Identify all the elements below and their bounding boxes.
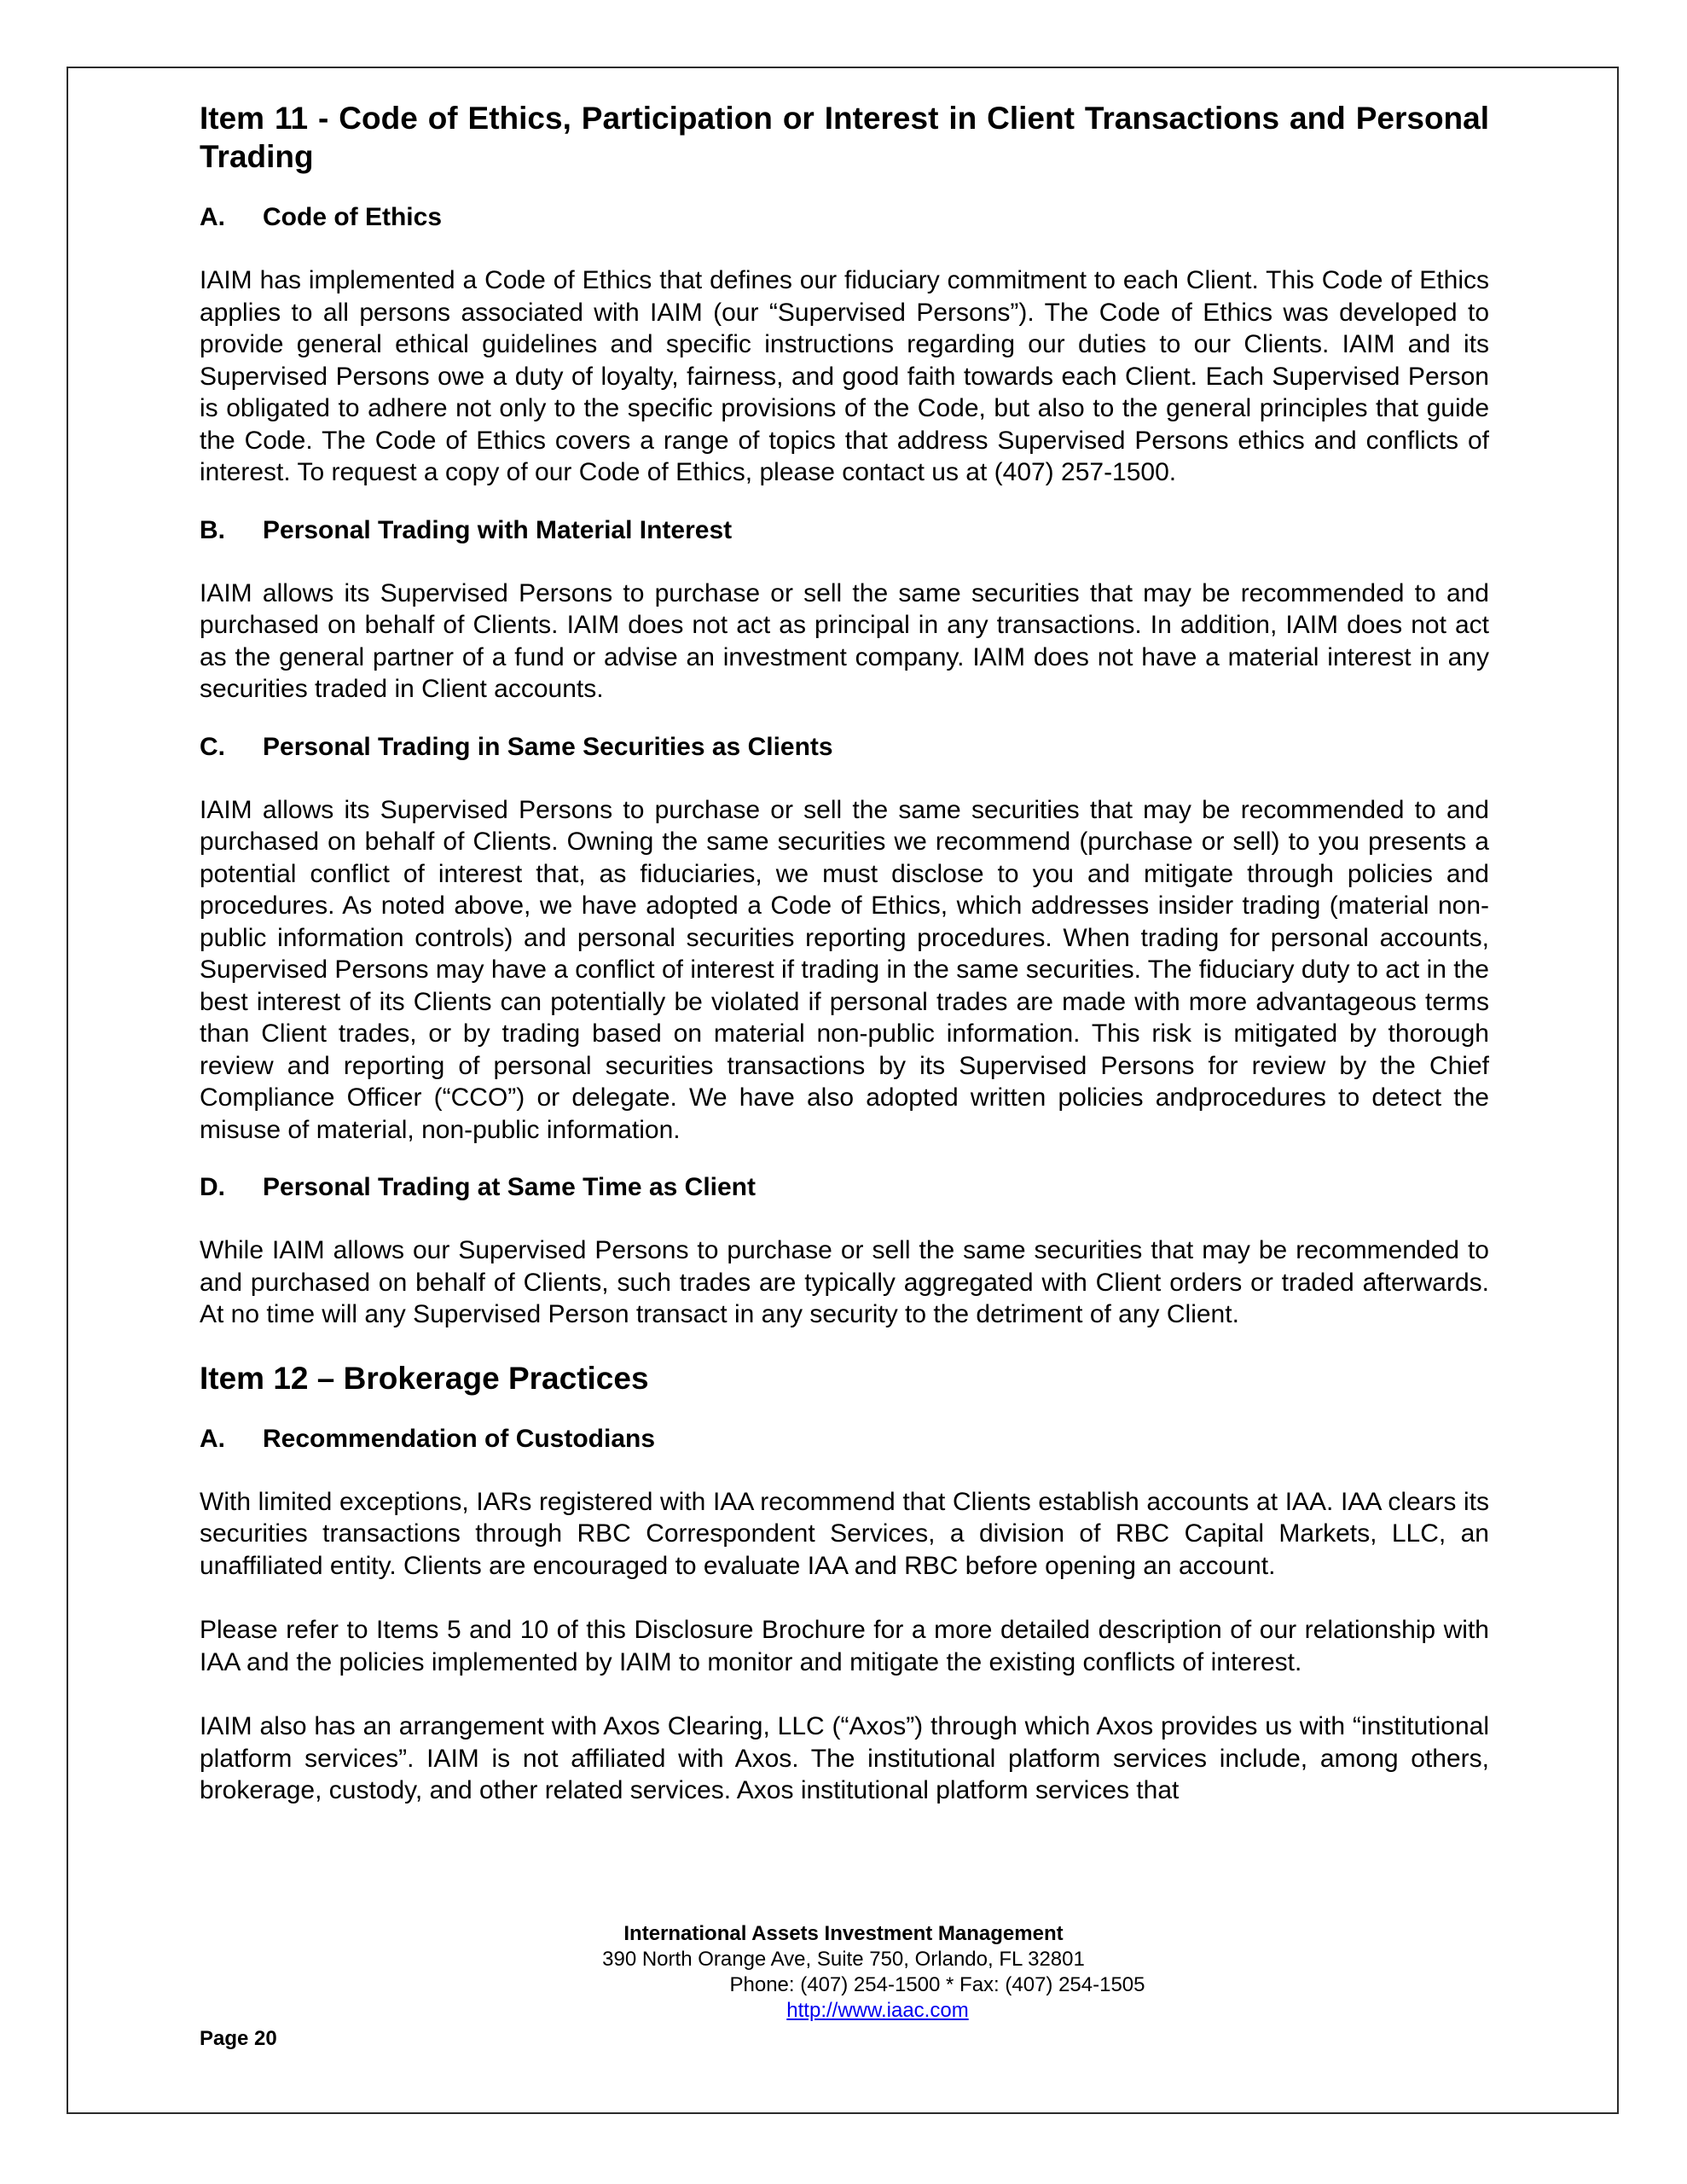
item-12-section-a-paragraph-3: IAIM also has an arrangement with Axos Clearing, LLC (“Axos”) through which Axos provides us with “institutional platform services”. IAIM is not affiliated with Axos. The institutional platform services include, among others, brokerage, custody, and other related services. Axos institutional platform services that: [200, 1712, 1489, 1804]
item-11-section-a-heading: [200, 201, 1489, 234]
item-11-section-d-heading: [200, 1171, 1489, 1204]
item-11-section-d-paragraph: While IAIM allows our Supervised Persons to purchase or sell the same securities that may be recommended to and purchased on behalf of Clients, such trades are typically aggregated with Client orders or traded afterwards. At no time will any Supervised Person transact in any security to the detriment of any Client.: [200, 1236, 1489, 1328]
item-11-section-b-paragraph: IAIM allows its Supervised Persons to purchase or sell the same securities that may be recommended to and purchased on behalf of Clients. IAIM does not act as principal in any transactions. In addition, IAIM does not act as the general partner of a fund or advise an investment company. IAIM does not have a material interest in any securities traded in Client accounts.: [200, 578, 1489, 703]
footer-phone-fax: Phone: (407) 254-1500 * Fax: (407) 254-1505: [729, 1973, 1145, 1996]
footer-org-name: International Assets Investment Management: [623, 1922, 1064, 1945]
item-12-section-a-paragraph-1: With limited exceptions, IARs registered with IAA recommend that Clients establish accounts at IAA. IAA clears its securities transactions through RBC Correspondent Services, a division of RBC Capital Markets, LLC, an unaffiliated entity. Clients are encouraged to evaluate IAA and RBC before opening an account.: [200, 1487, 1489, 1580]
footer-website-link[interactable]: http://www.iaac.com: [786, 1999, 969, 2022]
section-title: Personal Trading at Same Time as Client: [263, 1173, 756, 1201]
item-12-section-a-paragraph-2: Please refer to Items 5 and 10 of this Disclosure Brochure for a more detailed description of our relationship with IAA and the policies implemented by IAIM to monitor and mitigate the existing conflicts of interest.: [200, 1616, 1489, 1676]
section-letter: D.: [200, 1173, 225, 1201]
section-letter: B.: [200, 515, 225, 544]
section-title: Personal Trading with Material Interest: [263, 515, 733, 544]
section-letter: A.: [200, 203, 225, 231]
section-title: Personal Trading in Same Securities as Clients: [263, 732, 833, 761]
section-letter: A.: [200, 1424, 225, 1453]
item-11-section-b-heading: [200, 514, 1489, 547]
section-title: Recommendation of Custodians: [263, 1424, 656, 1453]
document-body: [200, 94, 1489, 1807]
item-11-section-a-paragraph: IAIM has implemented a Code of Ethics that defines our fiduciary commitment to each Client. This Code of Ethics applies to all persons associated with IAIM (our “Supervised Persons”). The Code of Ethics was developed to provide general ethical guidelines and specific instructions regarding our duties to our Clients. IAIM and its Supervised Persons owe a duty of loyalty, fairness, and good faith towards each Client. Each Supervised Person is obligated to adhere not only to the specific provisions of the Code, but also to the general principles that guide the Code. The Code of Ethics covers a range of topics that address Supervised Persons ethics and conflicts of interest. To request a copy of our Code of Ethics, please contact us at (407) 257-1500.: [200, 266, 1489, 486]
footer-address: 390 North Orange Ave, Suite 750, Orlando, FL 32801: [602, 1948, 1085, 1971]
page-number: Page 20: [200, 2027, 277, 2050]
item-11-heading: Item 11 - Code of Ethics, Participation or Interest in Client Transactions and Personal Trading: [200, 101, 1489, 174]
item-12-section-a-heading: [200, 1423, 1489, 1455]
page-footer: [0, 1921, 1687, 2024]
item-11-section-c-heading: [200, 731, 1489, 764]
item-12-heading: Item 12 – Brokerage Practices: [200, 1360, 649, 1396]
section-letter: C.: [200, 732, 225, 761]
section-title: Code of Ethics: [263, 203, 443, 231]
item-11-section-c-paragraph: IAIM allows its Supervised Persons to purchase or sell the same securities that may be recommended to and purchased on behalf of Clients. Owning the same securities we recommend (purchase or sell) to you presents a potential conflict of interest that, as fiduciaries, we must disclose to you and mitigate through policies and procedures. As noted above, we have adopted a Code of Ethics, which addresses insider trading (material non-public information controls) and personal securities reporting procedures. When trading for personal accounts, Supervised Persons may have a conflict of interest if trading in the same securities. The fiduciary duty to act in the best interest of its Clients can potentially be violated if personal trades are made with more advantageous terms than Client trades, or by trading based on material non-public information. This risk is mitigated by thorough review and reporting of personal securities transactions by its Supervised Persons for review by the Chief Compliance Officer (“CCO”) or delegate. We have also adopted written policies andprocedures to detect the misuse of material, non-public information.: [200, 795, 1489, 1144]
